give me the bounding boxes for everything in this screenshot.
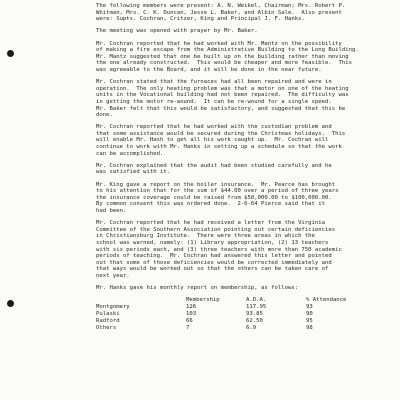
text-line: were: Supts. Cochran, Critzer, King and Principal J. F. Hanks. bbox=[96, 16, 305, 23]
paragraph bbox=[96, 79, 392, 119]
text-line: that some assistance would be secured during the Christmas holidays. This bbox=[96, 130, 346, 137]
table-cell: 62.50 bbox=[246, 318, 263, 325]
text-line: Mr. Cochran reported that he had worked with Mr. Mantz on the possibility bbox=[96, 40, 342, 47]
text-line: units in the Vocational building had not been repaired. The difficulty was bbox=[96, 92, 349, 99]
minutes-text bbox=[96, 3, 392, 332]
table-cell: Pulaski bbox=[96, 311, 120, 318]
binder-hole-bottom bbox=[7, 300, 14, 307]
text-line: Mr. Mantz suggested that one be built up on the building rather than moving bbox=[96, 53, 349, 60]
table-cell: 126 bbox=[186, 304, 197, 311]
text-line: periods of teaching. Mr. Cochran had answered this letter and pointed bbox=[96, 253, 332, 260]
paragraph-list bbox=[96, 3, 392, 292]
text-line: had been. bbox=[96, 208, 127, 214]
paragraph bbox=[96, 220, 392, 279]
table-header-row bbox=[96, 297, 392, 304]
text-line: to his attention that for the sum of $44.00 over a period of three years bbox=[96, 188, 339, 195]
table-header-cell: % Attendance bbox=[306, 297, 347, 304]
text-line: The meeting was opened with prayer by Mr. Baker. bbox=[96, 28, 258, 35]
text-line: the insurance coverage could be raised from $50,000.00 to $100,000.00. bbox=[96, 194, 332, 201]
paragraph bbox=[96, 182, 392, 215]
text-line: school was warned, namely: (1) Library appropriation, (2) 13 teachers bbox=[96, 239, 329, 246]
text-line: Mr. Cochran explained that the audit had been studied carefully and he bbox=[96, 162, 332, 169]
binder-hole-top bbox=[7, 50, 14, 57]
text-line: was satisfied with it. bbox=[96, 169, 171, 176]
text-line: was agreeable to the Board, and it will be done in the near future. bbox=[96, 66, 322, 73]
text-line: of making a fire escape from the Administrative Building to the Long Building. bbox=[96, 47, 359, 54]
table-cell: Montgomery bbox=[96, 304, 130, 311]
text-line: in Christiansburg Institute. There were three areas in which the bbox=[96, 233, 315, 240]
text-line: Mr. Cochran stated that the furnaces had all been repaired and were in bbox=[96, 79, 332, 86]
paragraph bbox=[96, 41, 392, 74]
text-line: out that some of those deficiencies would be corrected immediately and bbox=[96, 259, 332, 266]
table-cell: 7 bbox=[186, 325, 190, 332]
text-line: will enable Mr. Hash to get all his work caught up. Mr. Cochran will bbox=[96, 137, 329, 144]
text-line: continue to work with Mr. Hanks in setting up a schedule so that the work bbox=[96, 144, 342, 151]
table-row bbox=[96, 311, 392, 318]
text-line: The following members were present: A. N. Weikel, Chairman; Mrs. Robert P. bbox=[96, 3, 346, 9]
table-cell: 103 bbox=[186, 311, 197, 318]
text-line: Committee of the Southern Association pointing out certain deficiencies bbox=[96, 226, 336, 233]
text-line: in getting the motor re-wound. It can be re-wound for a single speed. bbox=[96, 98, 332, 105]
text-line: Mr. Cochran reported that he had worked with the custodian problem and bbox=[96, 124, 332, 131]
table-cell: Radford bbox=[96, 318, 120, 325]
table-cell: Others bbox=[96, 325, 117, 332]
text-line: operation. The only heating problem was that a motor on one of the heating bbox=[96, 85, 349, 92]
text-line: Whitman, Mrs. C. K. Duncan, Jesse L. Baker, and Albin Sale. Also present bbox=[96, 9, 342, 16]
table-cell: 93 bbox=[306, 304, 313, 311]
text-line: with six periods each, and (3) three teachers with more than 750 academic bbox=[96, 246, 342, 253]
paragraph bbox=[96, 28, 392, 35]
table-cell: 117.95 bbox=[246, 304, 267, 311]
text-line: By common consent this was ordered done. 2-6-64 Pierce said that it bbox=[96, 201, 326, 208]
table-header-cell: A.D.A. bbox=[246, 297, 267, 304]
table-row bbox=[96, 318, 392, 325]
text-line: Mr. King gave a report on the boiler insurance. Mr. Pearce has brought bbox=[96, 181, 336, 188]
text-line: the one already constructed. This would be cheaper and more feasible. This bbox=[96, 60, 352, 67]
text-line: Mr. Cochran reported that he had received a letter from the Virginia bbox=[96, 220, 326, 227]
text-line: can be accomplished. bbox=[96, 150, 164, 157]
membership-table bbox=[96, 297, 392, 332]
text-line: done. bbox=[96, 112, 113, 119]
table-cell: 95 bbox=[306, 318, 313, 325]
text-line: Mr. Hanks gave his monthly report on membership, as follows: bbox=[96, 285, 299, 292]
table-row bbox=[96, 325, 392, 332]
paragraph bbox=[96, 124, 392, 157]
paragraph bbox=[96, 285, 392, 292]
table-cell: 98 bbox=[306, 325, 313, 332]
paragraph bbox=[96, 163, 392, 176]
paragraph bbox=[96, 3, 392, 23]
text-line: next year. bbox=[96, 272, 130, 279]
table-cell: 93.85 bbox=[246, 311, 263, 318]
table-row bbox=[96, 304, 392, 311]
text-line: that ways would be worked out so that the others can be taken care of bbox=[96, 266, 329, 273]
table-cell: 66 bbox=[186, 318, 193, 325]
table-cell: 6.9 bbox=[246, 325, 257, 332]
text-line: Mr. Baker felt that this would be satisfactory, and suggested that this be bbox=[96, 105, 346, 112]
table-cell: 90 bbox=[306, 311, 313, 318]
table-header-cell: Membership bbox=[186, 297, 220, 304]
